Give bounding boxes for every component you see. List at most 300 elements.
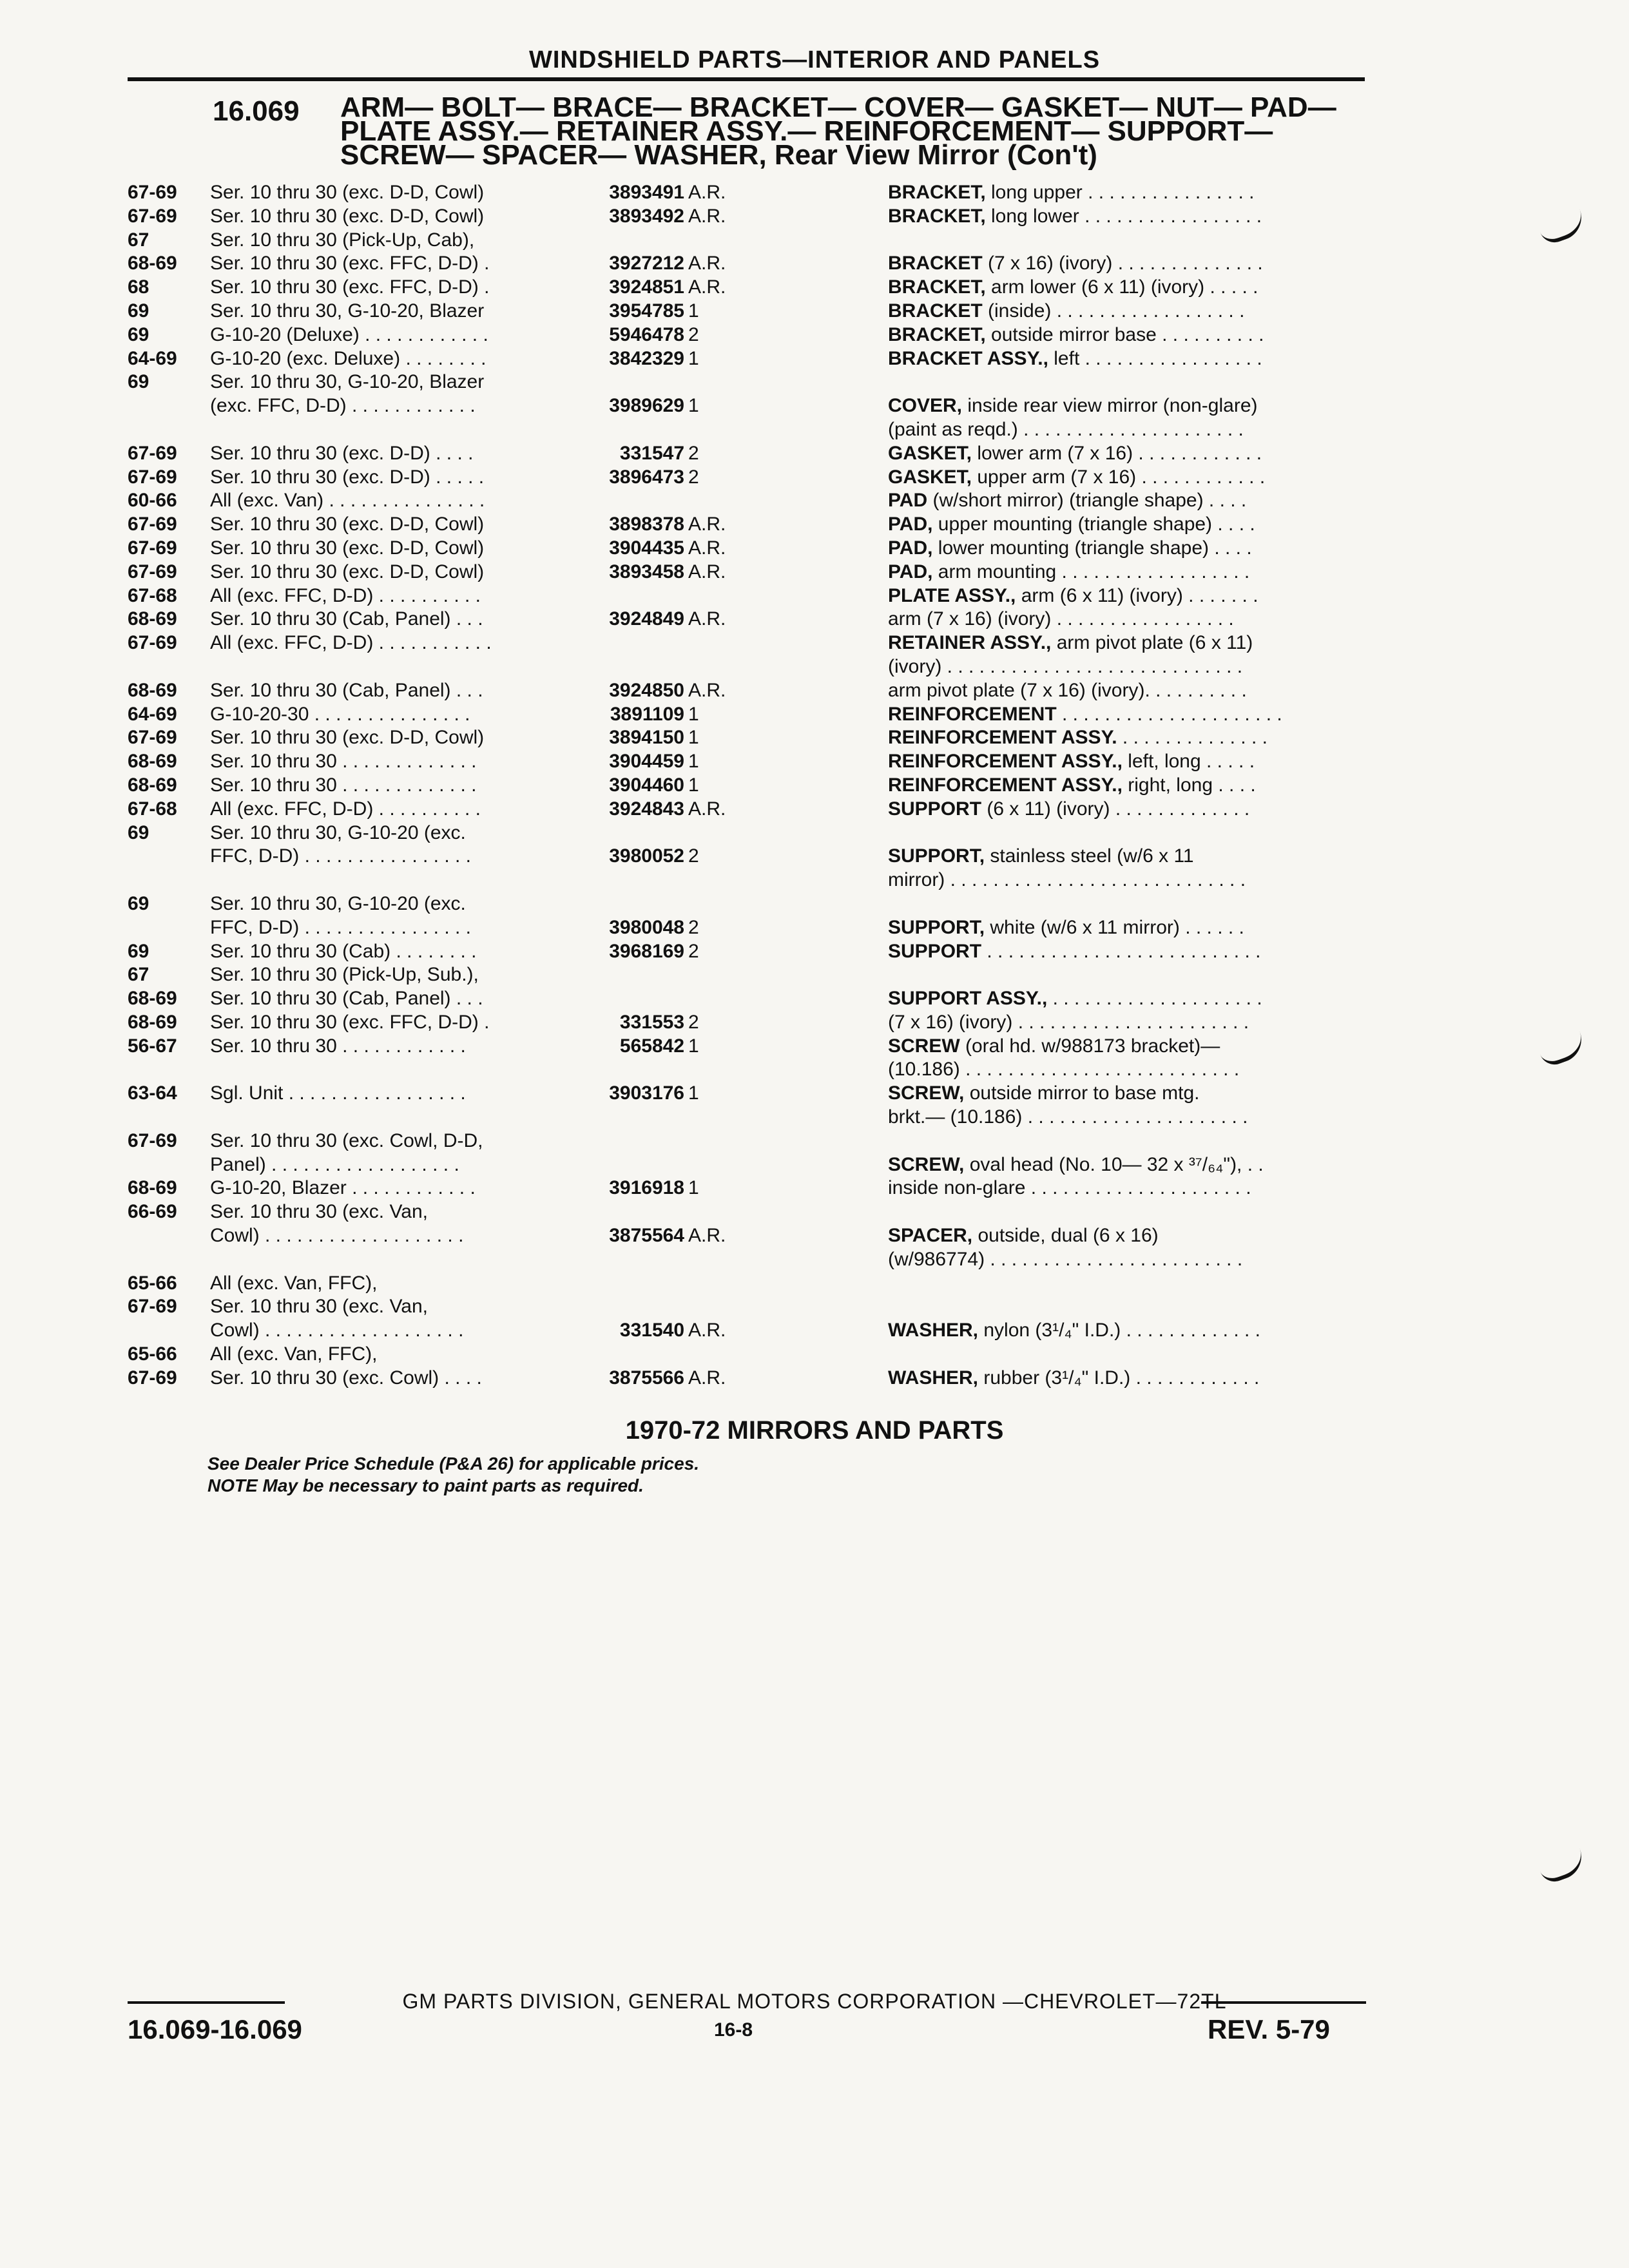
description-part-name: SUPPORT ASSY., (888, 988, 1048, 1010)
model-cell: All (exc. FFC, D-D) . . . . . . . . . . (210, 798, 481, 820)
year-cell: 68-69 (128, 1011, 177, 1033)
description-part-name: BRACKET (888, 300, 983, 322)
description-detail: long upper . . . . . . . . . . . . . . . . (985, 182, 1255, 203)
model-cell: All (exc. Van, FFC), (210, 1272, 378, 1294)
model-cell: Ser. 10 thru 30 (exc. FFC, D-D) . (210, 1011, 490, 1033)
part-number-cell: 3924850 (609, 679, 684, 701)
description-detail: arm (7 x 16) (ivory) . . . . . . . . . . . . . . . . . (888, 608, 1234, 630)
description-detail: outside mirror to base mtg. (964, 1082, 1200, 1104)
part-number-cell: 3893491 (609, 182, 684, 203)
model-cell: All (exc. Van) . . . . . . . . . . . . . . . (210, 490, 485, 512)
quantity-cell: A.R. (688, 608, 726, 630)
description-part-name: WASHER, (888, 1367, 979, 1389)
description-cell (888, 1367, 1259, 1390)
description-part-name: SUPPORT (888, 798, 982, 820)
table-row (128, 963, 1365, 987)
year-cell: 67-69 (128, 537, 177, 559)
table-row (128, 181, 1365, 205)
description-cell (888, 631, 1253, 655)
model-cell: Ser. 10 thru 30 (exc. FFC, D-D) . (210, 276, 490, 298)
description-cell (888, 561, 1249, 584)
description-cell (888, 1319, 1260, 1343)
description-cell (888, 1153, 1264, 1177)
model-cell: All (exc. FFC, D-D) . . . . . . . . . . (210, 584, 481, 606)
table-row (128, 205, 1365, 229)
table-row (128, 1343, 1365, 1367)
model-cell: FFC, D-D) . . . . . . . . . . . . . . . . (210, 845, 472, 867)
part-number-cell: 3893458 (609, 561, 684, 582)
description-detail: inside rear view mirror (non-glare) (962, 395, 1258, 417)
description-detail: outside, dual (6 x 16) (972, 1225, 1159, 1247)
model-cell: Cowl) . . . . . . . . . . . . . . . . . . . (210, 1225, 464, 1247)
table-row (128, 1011, 1365, 1035)
header-rule (128, 77, 1365, 81)
table-row (128, 394, 1365, 418)
description-cell (888, 205, 1262, 229)
description-cell (888, 323, 1264, 347)
description-cell (888, 1011, 1249, 1035)
year-cell: 68-69 (128, 1177, 177, 1199)
year-cell: 64-69 (128, 347, 177, 369)
description-detail: arm (6 x 11) (ivory) . . . . . . . (1016, 584, 1258, 606)
model-cell: Ser. 10 thru 30 (exc. D-D, Cowl) (210, 205, 485, 227)
description-cell (888, 987, 1262, 1011)
description-detail: . . . . . . . . . . . . . . (1117, 727, 1268, 749)
quantity-cell: 1 (688, 751, 699, 773)
model-cell: G-10-20-30 . . . . . . . . . . . . . . . (210, 703, 470, 725)
year-cell: 63-64 (128, 1082, 177, 1104)
quantity-cell: 2 (688, 845, 699, 867)
quantity-cell: A.R. (688, 514, 726, 535)
description-cell (888, 252, 1263, 276)
description-cell (888, 1058, 1239, 1082)
description-cell (888, 394, 1258, 418)
table-row (128, 1129, 1365, 1153)
description-part-name: GASKET, (888, 442, 972, 464)
description-cell (888, 1082, 1200, 1106)
quantity-cell: 1 (688, 1177, 699, 1199)
description-part-name: SUPPORT, (888, 916, 985, 938)
part-number-cell: 331547 (619, 442, 684, 464)
year-cell: 65-66 (128, 1272, 177, 1294)
quantity-cell: 2 (688, 940, 699, 962)
quantity-cell: A.R. (688, 182, 726, 203)
model-cell: Ser. 10 thru 30 (Pick-Up, Sub.), (210, 964, 479, 986)
description-cell (888, 1035, 1220, 1059)
description-part-name: WASHER, (888, 1320, 979, 1341)
model-cell: Ser. 10 thru 30, G-10-20 (exc. (210, 892, 466, 914)
section-number: 16.069 (213, 95, 300, 127)
table-row (128, 1200, 1365, 1224)
description-cell (888, 442, 1262, 466)
description-part-name: PAD, (888, 561, 933, 582)
description-cell (888, 1177, 1251, 1200)
table-row (128, 347, 1365, 371)
year-cell: 67-69 (128, 514, 177, 535)
description-cell (888, 798, 1249, 822)
section-title-line: ARM— BOLT— BRACE— BRACKET— COVER— GASKET— NUT— PAD— (340, 91, 1336, 123)
part-number-cell: 3875566 (609, 1367, 684, 1389)
part-number-cell: 3896473 (609, 466, 684, 488)
part-number-cell: 3904460 (609, 774, 684, 796)
description-cell (888, 489, 1246, 513)
quantity-cell: A.R. (688, 1367, 726, 1389)
table-row (128, 869, 1365, 892)
model-cell: Ser. 10 thru 30 . . . . . . . . . . . . (210, 1035, 466, 1057)
description-cell (888, 1224, 1159, 1248)
model-cell: G-10-20 (exc. Deluxe) . . . . . . . . (210, 347, 487, 369)
description-detail: brkt.— (10.186) . . . . . . . . . . . . . . . . . . . . . (888, 1106, 1248, 1128)
model-cell: G-10-20, Blazer . . . . . . . . . . . . (210, 1177, 476, 1199)
year-cell: 67 (128, 229, 149, 251)
year-cell: 69 (128, 323, 149, 345)
model-cell: (exc. FFC, D-D) . . . . . . . . . . . . (210, 395, 476, 417)
quantity-cell: 1 (688, 774, 699, 796)
description-detail: lower arm (7 x 16) . . . . . . . . . . . . (972, 442, 1262, 464)
description-cell (888, 418, 1244, 442)
binder-hole-mark (1537, 1032, 1588, 1069)
mirrors-section-heading: 1970-72 MIRRORS AND PARTS (625, 1416, 1004, 1445)
model-cell: Ser. 10 thru 30 (exc. D-D, Cowl) (210, 537, 485, 559)
model-cell: Ser. 10 thru 30 (exc. D-D, Cowl) (210, 561, 485, 582)
footer-corporation: GM PARTS DIVISION, GENERAL MOTORS CORPORATION —CHEVROLET—72TL (402, 1990, 1227, 2013)
year-cell: 66-69 (128, 1201, 177, 1223)
quantity-cell: A.R. (688, 276, 726, 298)
description-cell (888, 1106, 1248, 1129)
description-part-name: PLATE ASSY., (888, 584, 1016, 606)
description-cell (888, 679, 1247, 703)
year-cell: 67-69 (128, 466, 177, 488)
table-row (128, 370, 1365, 394)
description-cell (888, 1248, 1242, 1272)
table-row (128, 916, 1365, 940)
model-cell: Ser. 10 thru 30 . . . . . . . . . . . . . (210, 751, 477, 773)
model-cell: Ser. 10 thru 30 (exc. Van, (210, 1296, 428, 1318)
part-number-cell: 331553 (619, 1011, 684, 1033)
table-row (128, 892, 1365, 916)
model-cell: Ser. 10 thru 30 (Cab) . . . . . . . . (210, 940, 477, 962)
description-cell (888, 845, 1194, 869)
description-cell (888, 869, 1246, 892)
part-number-cell: 3924843 (609, 798, 684, 820)
quantity-cell: 1 (688, 1082, 699, 1104)
year-cell: 69 (128, 371, 149, 393)
table-row (128, 537, 1365, 561)
table-row (128, 323, 1365, 347)
model-cell: Ser. 10 thru 30, G-10-20 (exc. (210, 822, 466, 843)
year-cell: 68-69 (128, 679, 177, 701)
description-cell (888, 916, 1244, 940)
quantity-cell: A.R. (688, 1320, 726, 1341)
description-detail: (6 x 11) (ivory) . . . . . . . . . . . . . (981, 798, 1250, 820)
year-cell: 67-69 (128, 1367, 177, 1389)
part-number-cell: 3980052 (609, 845, 684, 867)
description-detail: . . . . . . . . . . . . . . . . . . . . . . . . . . (981, 940, 1261, 962)
description-detail: (paint as reqd.) . . . . . . . . . . . . . . . . . . . . . (888, 418, 1244, 440)
year-cell: 67-69 (128, 561, 177, 582)
description-detail: (inside) . . . . . . . . . . . . . . . . . . (982, 300, 1245, 322)
description-cell (888, 181, 1255, 205)
table-row (128, 750, 1365, 774)
table-row (128, 1367, 1365, 1390)
model-cell: Cowl) . . . . . . . . . . . . . . . . . . . (210, 1320, 464, 1341)
model-cell: Ser. 10 thru 30, G-10-20, Blazer (210, 371, 485, 393)
table-row (128, 1248, 1365, 1272)
table-row (128, 252, 1365, 276)
quantity-cell: 1 (688, 395, 699, 417)
table-row (128, 798, 1365, 822)
table-row (128, 1224, 1365, 1248)
table-row (128, 1153, 1365, 1177)
description-part-name: PAD (888, 490, 928, 512)
table-row (128, 1272, 1365, 1296)
table-row (128, 845, 1365, 869)
quantity-cell: 2 (688, 916, 699, 938)
description-cell (888, 726, 1268, 750)
year-cell: 69 (128, 300, 149, 322)
table-row (128, 1319, 1365, 1343)
footer-section-range: 16.069-16.069 (128, 2014, 302, 2044)
year-cell: 69 (128, 822, 149, 843)
table-row (128, 584, 1365, 608)
part-number-cell: 3904459 (609, 751, 684, 773)
table-row (128, 822, 1365, 845)
description-cell (888, 703, 1282, 727)
model-cell: FFC, D-D) . . . . . . . . . . . . . . . . (210, 916, 472, 938)
description-detail: (7 x 16) (ivory) . . . . . . . . . . . . . . (982, 253, 1263, 274)
table-row (128, 987, 1365, 1011)
part-number-cell: 3924849 (609, 608, 684, 630)
quantity-cell: 1 (688, 727, 699, 749)
table-row (128, 561, 1365, 584)
description-detail: (7 x 16) (ivory) . . . . . . . . . . . . . . . . . . . . . . (888, 1011, 1249, 1033)
year-cell: 67-69 (128, 182, 177, 203)
year-cell: 68-69 (128, 253, 177, 274)
description-cell (888, 750, 1255, 774)
quantity-cell: A.R. (688, 537, 726, 559)
model-cell: Ser. 10 thru 30 (exc. FFC, D-D) . (210, 253, 490, 274)
description-detail: upper arm (7 x 16) . . . . . . . . . . . . (972, 466, 1266, 488)
part-number-cell: 5946478 (609, 323, 684, 345)
description-detail: arm lower (6 x 11) (ivory) . . . . . (985, 276, 1258, 298)
description-detail: inside non-glare . . . . . . . . . . . . . . . . . . . . . (888, 1177, 1251, 1199)
section-title (340, 91, 1365, 171)
description-detail: right, long . . . . (1122, 774, 1256, 796)
part-number-cell: 3875564 (609, 1225, 684, 1247)
model-cell: Ser. 10 thru 30 (Cab, Panel) . . . (210, 988, 483, 1010)
quantity-cell: A.R. (688, 679, 726, 701)
description-part-name: SPACER, (888, 1225, 973, 1247)
binder-hole-mark (1537, 209, 1588, 247)
description-detail: arm mounting . . . . . . . . . . . . . . . . . . (932, 561, 1250, 582)
table-row (128, 513, 1365, 537)
description-part-name: PAD, (888, 537, 933, 559)
description-part-name: SCREW, (888, 1153, 965, 1175)
description-detail: (10.186) . . . . . . . . . . . . . . . . . . . . . . . . . . (888, 1059, 1240, 1081)
part-number-cell: 3924851 (609, 276, 684, 298)
table-row (128, 631, 1365, 655)
year-cell: 68-69 (128, 608, 177, 630)
description-detail: white (w/6 x 11 mirror) . . . . . . (985, 916, 1244, 938)
table-row (128, 940, 1365, 964)
description-cell (888, 300, 1244, 323)
description-part-name: REINFORCEMENT (888, 703, 1057, 725)
table-row (128, 1106, 1365, 1129)
model-cell: Ser. 10 thru 30 (exc. D-D, Cowl) (210, 182, 485, 203)
description-detail: (w/short mirror) (triangle shape) . . . . (927, 490, 1247, 512)
table-row (128, 442, 1365, 466)
description-detail: lower mounting (triangle shape) . . . . (932, 537, 1252, 559)
part-number-cell: 3842329 (609, 347, 684, 369)
table-row (128, 466, 1365, 490)
table-row (128, 679, 1365, 703)
table-row (128, 418, 1365, 442)
description-part-name: BRACKET (888, 253, 983, 274)
model-cell: Ser. 10 thru 30 (Pick-Up, Cab), (210, 229, 475, 251)
year-cell: 68-69 (128, 774, 177, 796)
description-cell (888, 608, 1234, 631)
part-number-cell: 3968169 (609, 940, 684, 962)
quantity-cell: 2 (688, 323, 699, 345)
part-number-cell: 3898378 (609, 514, 684, 535)
description-detail: . . . . . . . . . . . . . . . . . . . . (1047, 988, 1262, 1010)
description-part-name: BRACKET ASSY., (888, 347, 1048, 369)
description-cell (888, 774, 1256, 798)
description-part-name: BRACKET, (888, 182, 986, 203)
description-part-name: SCREW (888, 1035, 960, 1057)
description-cell (888, 347, 1262, 371)
footer-revision: REV. 5-79 (1208, 2014, 1330, 2044)
part-number-cell: 331540 (619, 1320, 684, 1341)
price-note: See Dealer Price Schedule (P&A 26) for applicable prices. (207, 1454, 700, 1474)
description-part-name: SUPPORT, (888, 845, 985, 867)
model-cell: G-10-20 (Deluxe) . . . . . . . . . . . . (210, 323, 488, 345)
model-cell: Ser. 10 thru 30 (Cab, Panel) . . . (210, 608, 483, 630)
year-cell: 67-68 (128, 798, 177, 820)
year-cell: 67-69 (128, 1129, 177, 1151)
table-row (128, 1177, 1365, 1200)
model-cell: Ser. 10 thru 30 . . . . . . . . . . . . . (210, 774, 477, 796)
year-cell: 60-66 (128, 490, 177, 512)
model-cell: Ser. 10 thru 30, G-10-20, Blazer (210, 300, 485, 322)
quantity-cell: 2 (688, 442, 699, 464)
description-cell (888, 466, 1265, 490)
quantity-cell: A.R. (688, 561, 726, 582)
year-cell: 68-69 (128, 751, 177, 773)
table-row (128, 726, 1365, 750)
part-number-cell: 3927212 (609, 253, 684, 274)
quantity-cell: A.R. (688, 205, 726, 227)
part-number-cell: 3989629 (609, 395, 684, 417)
year-cell: 67-69 (128, 1296, 177, 1318)
year-cell: 67-69 (128, 442, 177, 464)
year-cell: 56-67 (128, 1035, 177, 1057)
quantity-cell: 1 (688, 347, 699, 369)
model-cell: All (exc. FFC, D-D) . . . . . . . . . . . (210, 632, 492, 654)
model-cell: Panel) . . . . . . . . . . . . . . . . . . (210, 1153, 459, 1175)
part-number-cell: 3894150 (609, 727, 684, 749)
parts-table (128, 181, 1365, 1390)
description-detail: rubber (3¹/₄" I.D.) . . . . . . . . . . . . (978, 1367, 1260, 1389)
quantity-cell: 2 (688, 466, 699, 488)
footer-page-number: 16-8 (714, 2019, 753, 2041)
description-detail: (oral hd. w/988173 bracket)— (959, 1035, 1220, 1057)
year-cell: 69 (128, 892, 149, 914)
part-number-cell: 3954785 (609, 300, 684, 322)
description-detail: arm pivot plate (7 x 16) (ivory). . . . . . . . . . (888, 679, 1247, 701)
description-detail: stainless steel (w/6 x 11 (985, 845, 1194, 867)
quantity-cell: 2 (688, 1011, 699, 1033)
year-cell: 68-69 (128, 988, 177, 1010)
description-cell (888, 584, 1258, 608)
description-cell (888, 940, 1260, 964)
model-cell: All (exc. Van, FFC), (210, 1343, 378, 1365)
table-row (128, 1082, 1365, 1106)
description-detail: left . . . . . . . . . . . . . . . . . (1048, 347, 1262, 369)
year-cell: 67-68 (128, 584, 177, 606)
model-cell: Ser. 10 thru 30 (exc. Cowl, D-D, (210, 1129, 483, 1151)
model-cell: Ser. 10 thru 30 (exc. D-D) . . . . (210, 442, 474, 464)
table-row (128, 300, 1365, 323)
table-row (128, 229, 1365, 253)
table-row (128, 1058, 1365, 1082)
part-number-cell: 3891109 (610, 703, 684, 725)
description-part-name: PAD, (888, 514, 933, 535)
year-cell: 69 (128, 940, 149, 962)
year-cell: 67 (128, 964, 149, 986)
description-detail: oval head (No. 10— 32 x ³⁷/₆₄"), . . (964, 1153, 1264, 1175)
model-cell: Ser. 10 thru 30 (Cab, Panel) . . . (210, 679, 483, 701)
page-header-title: WINDSHIELD PARTS—INTERIOR AND PANELS (528, 46, 1101, 73)
model-cell: Sgl. Unit . . . . . . . . . . . . . . . . . (210, 1082, 466, 1104)
description-part-name: REINFORCEMENT ASSY., (888, 774, 1123, 796)
quantity-cell: A.R. (688, 1225, 726, 1247)
part-number-cell: 3916918 (609, 1177, 684, 1199)
year-cell: 67-69 (128, 205, 177, 227)
description-part-name: RETAINER ASSY., (888, 632, 1052, 654)
part-number-cell: 3904435 (609, 537, 684, 559)
table-row (128, 703, 1365, 727)
description-detail: long lower . . . . . . . . . . . . . . . . . (985, 205, 1262, 227)
description-detail: (w/986774) . . . . . . . . . . . . . . . . . . . . . . . . (888, 1248, 1243, 1270)
model-cell: Ser. 10 thru 30 (exc. D-D) . . . . . (210, 466, 485, 488)
model-cell: Ser. 10 thru 30 (exc. Cowl) . . . . (210, 1367, 482, 1389)
quantity-cell: 1 (688, 300, 699, 322)
description-detail: nylon (3¹/₄" I.D.) . . . . . . . . . . . . . (978, 1320, 1261, 1341)
description-cell (888, 513, 1255, 537)
section-title-line: SCREW— SPACER— WASHER, Rear View Mirror (Con't) (340, 139, 1097, 171)
description-part-name: SUPPORT (888, 940, 982, 962)
description-detail: upper mounting (triangle shape) . . . . (932, 514, 1255, 535)
description-part-name: REINFORCEMENT ASSY. (888, 727, 1117, 749)
year-cell: 65-66 (128, 1343, 177, 1365)
description-detail: mirror) . . . . . . . . . . . . . . . . . . . . . . . . . . . . (888, 869, 1246, 891)
description-cell (888, 655, 1242, 679)
part-number-cell: 3980048 (609, 916, 684, 938)
description-detail: left, long . . . . . (1122, 751, 1255, 773)
model-cell: Ser. 10 thru 30 (exc. D-D, Cowl) (210, 514, 485, 535)
part-number-cell: 3893492 (609, 205, 684, 227)
quantity-cell: 1 (688, 1035, 699, 1057)
table-row (128, 774, 1365, 798)
year-cell: 67-69 (128, 727, 177, 749)
model-cell: Ser. 10 thru 30 (exc. D-D, Cowl) (210, 727, 485, 749)
year-cell: 68 (128, 276, 149, 298)
description-part-name: SCREW, (888, 1082, 965, 1104)
paint-note: NOTE May be necessary to paint parts as required. (207, 1475, 644, 1495)
section-title-line: PLATE ASSY.— RETAINER ASSY.— REINFORCEMENT— SUPPORT— (340, 115, 1273, 147)
description-part-name: BRACKET, (888, 276, 986, 298)
